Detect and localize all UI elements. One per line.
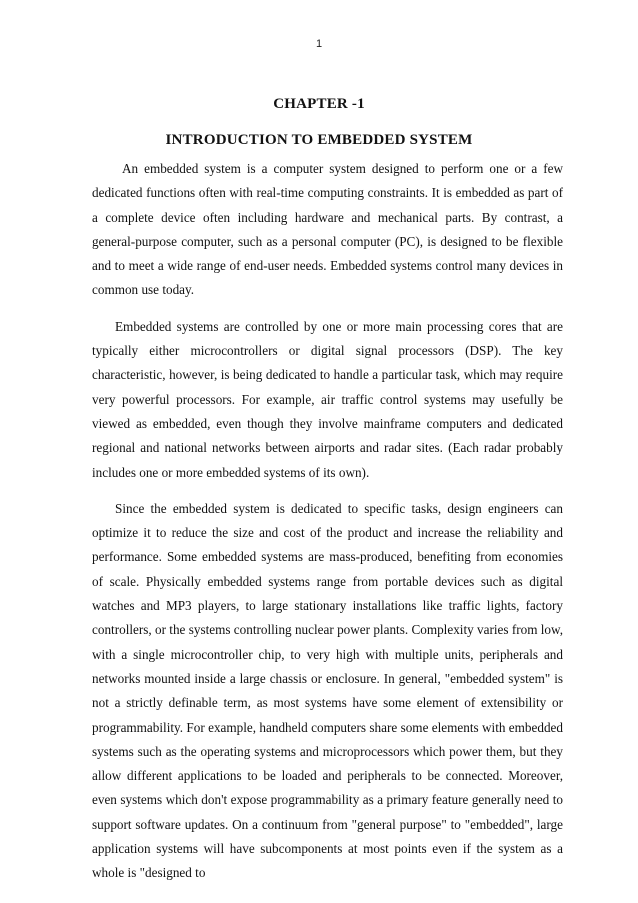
page-number: 1 xyxy=(315,38,323,50)
paragraph-3: Since the embedded system is dedicated to specific tasks, design engineers can optimize it to reduce the size and cost of the product and increase the reliability and performance. Some embedded systems are mass-produced, benefiting from economies of scale. Physically embedded systems range from portable devices such as digital watches and MP3 players, to large stationary installations like traffic lights, factory controllers, or the systems controlling nuclear power plants. Complexity varies from low, with a single microcontroller chip, to very high with multiple units, peripherals and networks mounted inside a large chassis or enclosure. In general, "embedded system" is not a strictly definable term, as most systems have some element of extensibility or programmability. For example, handheld computers share some elements with embedded systems such as the operating systems and microprocessors which power them, but they allow different applications to be loaded and peripherals to be connected. Moreover, even systems which don't expose programmability as a primary feature generally need to support software updates. On a continuum from "general purpose" to "embedded", large application systems will have subcomponents at most points even if the system as a whole is "designed to xyxy=(92,500,563,881)
chapter-title: INTRODUCTION TO EMBEDDED SYSTEM xyxy=(165,132,473,148)
chapter-label: CHAPTER -1 xyxy=(273,96,365,112)
body-text xyxy=(92,157,563,898)
paragraph-2: Embedded systems are controlled by one or more main processing cores that are typically either microcontrollers or digital signal processors (DSP). The key characteristic, however, is being dedicated to handle a particular task, which may require very powerful processors. For example, air traffic control systems may usefully be viewed as embedded, even though they involve mainframe computers and dedicated regional and national networks between airports and radar sites. (Each radar probably includes one or more embedded systems of its own). xyxy=(92,318,563,480)
paragraph-1: An embedded system is a computer system designed to perform one or a few dedicated functions often with real-time computing constraints. It is embedded as part of a complete device often including hardware and mechanical parts. By contrast, a general-purpose computer, such as a personal computer (PC), is designed to be flexible and to meet a wide range of end-user needs. Embedded systems control many devices in common use today. xyxy=(92,161,563,298)
